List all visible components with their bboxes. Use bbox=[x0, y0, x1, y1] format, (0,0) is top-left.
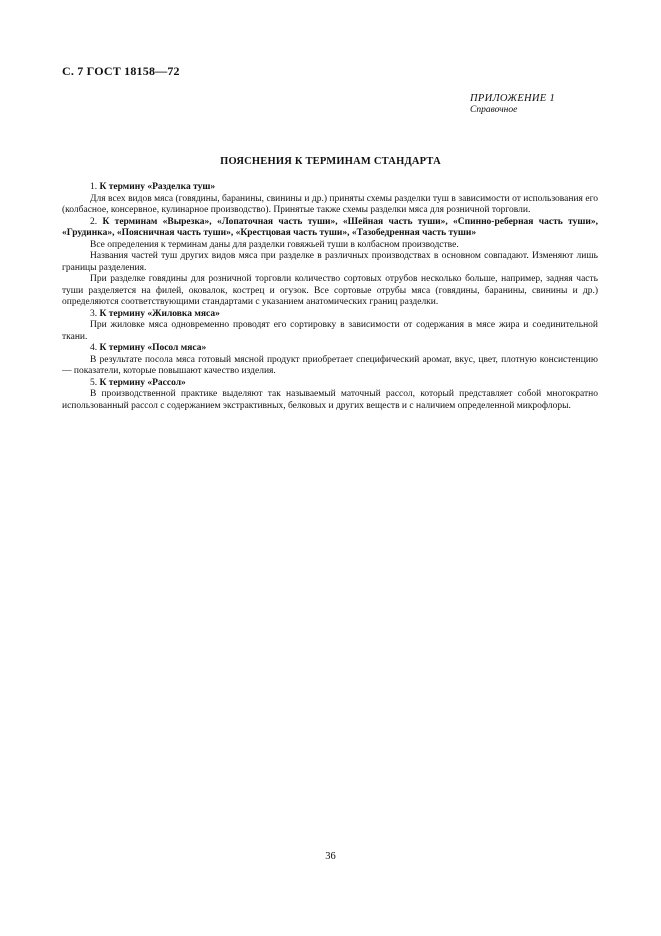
section-heading-1 bbox=[62, 182, 598, 194]
page-number: 36 bbox=[325, 851, 336, 862]
section-number: 2. bbox=[90, 216, 98, 227]
paragraph: Все определения к терминам даны для разделки говяжьей туши в колбасном производстве. bbox=[90, 239, 459, 250]
section-number: 1. bbox=[90, 182, 98, 192]
appendix-note: Справочное bbox=[470, 105, 518, 115]
paragraph: При жиловке мяса одновременно проводят его сортировку в зависимости от содержания в мясе жира и соединительной ткани. bbox=[62, 320, 598, 342]
section-term: К терминам «Вырезка», «Лопаточная часть туши», «Шейная часть туши», «Спинно-реберная часть туши», «Грудинка», «Поясничная часть туши», «Крестцовая часть туши», «Тазобедренная часть туши» bbox=[62, 216, 598, 238]
section-term: К термину «Разделка туш» bbox=[99, 182, 216, 192]
appendix-label bbox=[470, 93, 555, 115]
standard-header: С. 7 ГОСТ 18158—72 bbox=[62, 64, 180, 78]
section-number: 4. bbox=[90, 343, 98, 353]
section-term: К термину «Посол мяса» bbox=[99, 343, 207, 353]
paragraph: В производственной практике выделяют так называемый маточный рассол, который представляет собой многократно использованный рассол с содержанием экстрактивных, белковых и других веществ и с наличием определенной микрофлоры. bbox=[62, 389, 598, 411]
page-title: ПОЯСНЕНИЯ К ТЕРМИНАМ СТАНДАРТА bbox=[220, 156, 441, 167]
section-number: 3. bbox=[90, 308, 98, 319]
section-term: К термину «Жиловка мяса» bbox=[99, 308, 220, 319]
paragraph: В результате посола мяса готовый мясной продукт приобретает специфический аромат, вкус, цвет, плотную консистенцию — показатели, которые повышают качество изделия. bbox=[62, 354, 598, 376]
paragraph: Названия частей туш других видов мяса при разделке в различных производствах в основном совпадают. Изменяют лишь границы разделения. bbox=[62, 251, 598, 273]
section-heading-5 bbox=[62, 378, 598, 390]
appendix-title: ПРИЛОЖЕНИЕ 1 bbox=[470, 93, 555, 104]
section-term: К термину «Рассол» bbox=[99, 377, 186, 388]
section-heading-2 bbox=[62, 217, 598, 240]
section-number: 5. bbox=[90, 377, 98, 388]
section-heading-3 bbox=[62, 309, 598, 321]
section-heading-4 bbox=[62, 343, 598, 355]
paragraph: Для всех видов мяса (говядины, баранины, свинины и др.) приняты схемы разделки туш в зависимости от использования его (колбасное, консервное, кулинарное производство). Принятые также схемы разделки мяса для розничной торговли. bbox=[62, 193, 598, 215]
document-body bbox=[62, 182, 598, 412]
paragraph: При разделке говядины для розничной торговли количество сортовых отрубов несколько больше, например, задняя часть туши разделяется на филей, оковалок, кострец и огузок. Все сортовые отрубы мяса (говядины, баранины, свинины и др.) определяются соответствующими стандартами с указанием анатомических границ разделки. bbox=[62, 274, 598, 307]
